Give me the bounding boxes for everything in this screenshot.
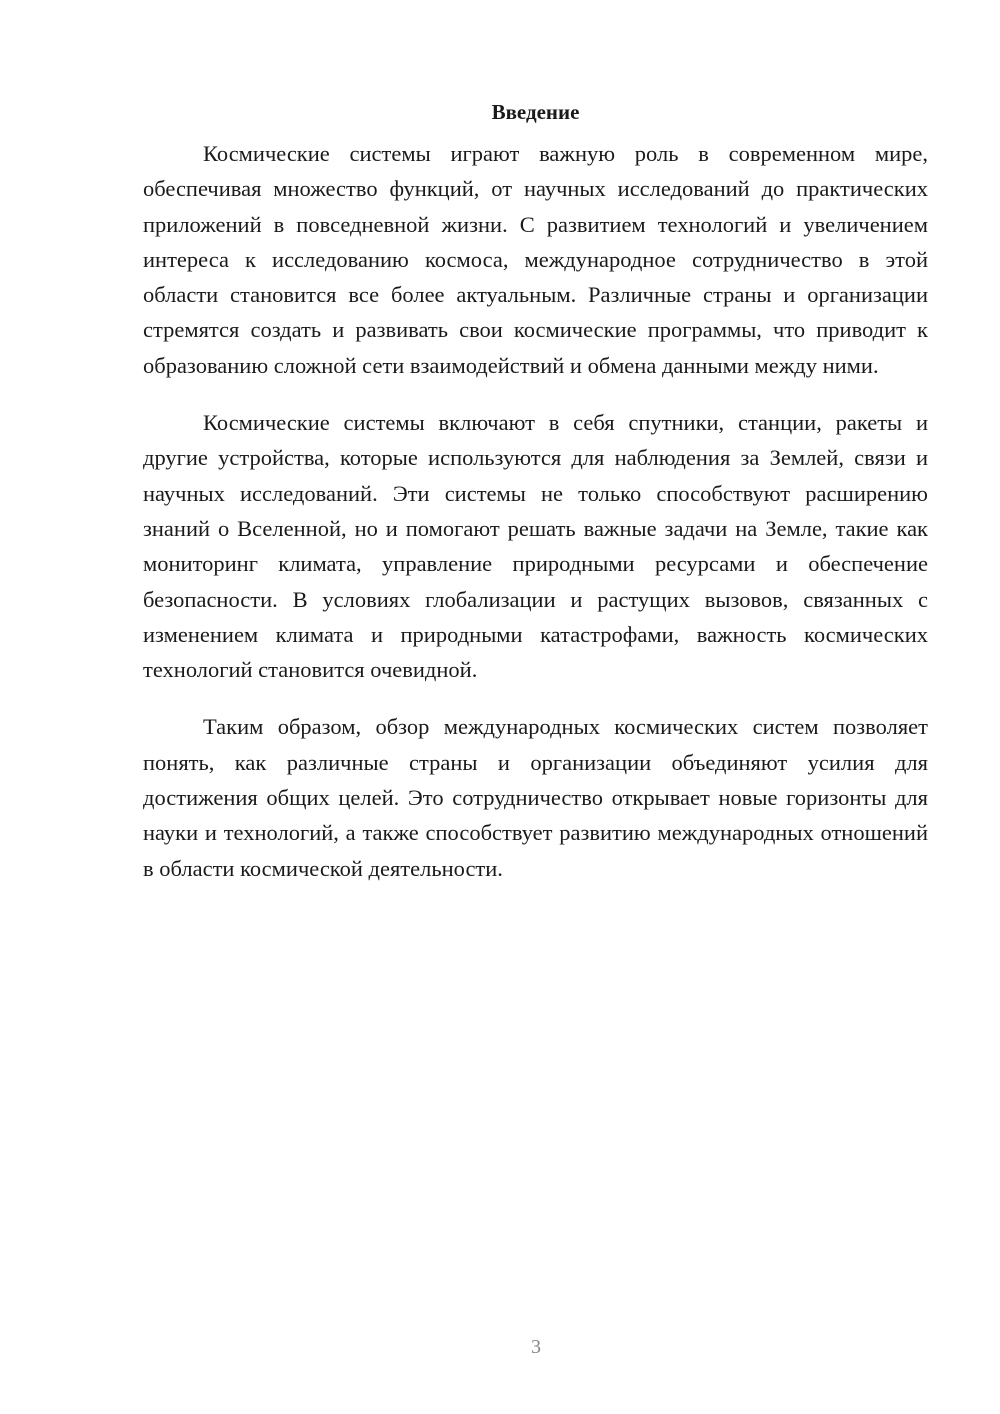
- paragraph-2: Космические системы включают в себя спутники, станции, ракеты и другие устройства, которые используются для наблюдения за Землей, связи и научных исследований. Эти системы не только способствуют расширению знаний о Вселенной, но и помогают решать важные задачи на Земле, такие как мониторинг климата, управление природными ресурсами и обеспечение безопасности. В условиях глобализации и растущих вызовов, связанных с изменением климата и природными катастрофами, важность космических технологий становится очевидной.: [143, 410, 928, 683]
- page-content: [143, 98, 928, 908]
- paragraph-1: Космические системы играют важную роль в современном мире, обеспечивая множество функций, от научных исследований до практических приложений в повседневной жизни. С развитием технологий и увеличением интереса к исследованию космоса, международное сотрудничество в этой области становится все более актуальным. Различные страны и организации стремятся создать и развивать свои космические программы, что приводит к образованию сложной сети взаимодействий и обмена данными между ними.: [143, 141, 928, 378]
- section-heading: Введение: [491, 100, 580, 124]
- page-number: 3: [531, 1336, 541, 1358]
- paragraph-3: Таким образом, обзор международных космических систем позволяет понять, как различные страны и организации объединяют усилия для достижения общих целей. Это сотрудничество открывает новые горизонты для науки и технологий, а также способствует развитию международных отношений в области космической деятельности.: [143, 714, 928, 881]
